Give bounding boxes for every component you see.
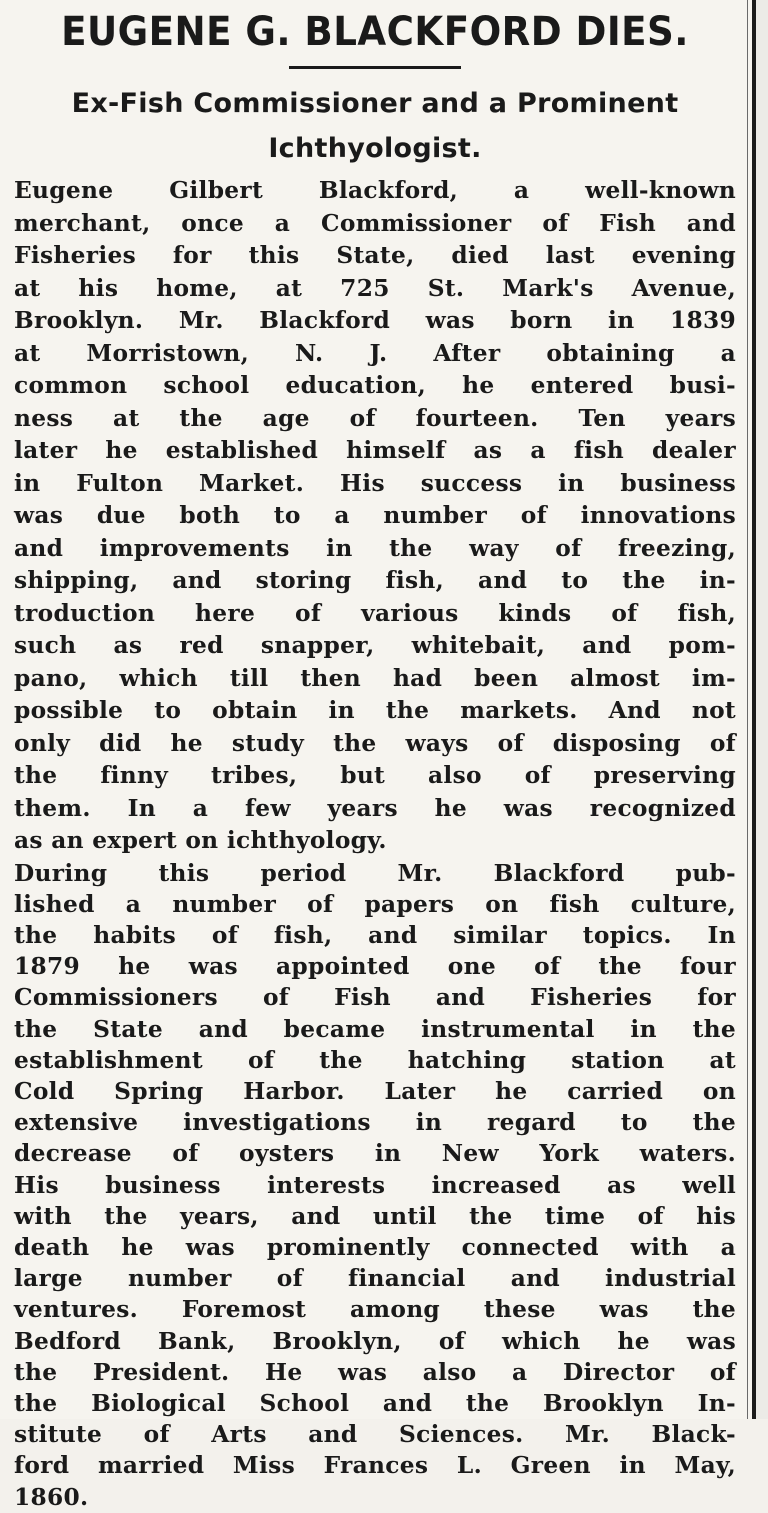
text-line: at his home, at 725 St. Mark's Avenue, [14, 274, 736, 302]
text-line: the habits of fish, and similar topics. In [14, 921, 736, 949]
text-line: the State and became instrumental in the [14, 1015, 736, 1043]
text-line: ness at the age of fourteen. Ten years [14, 404, 736, 432]
text-line: large number of financial and industrial [14, 1265, 736, 1293]
text-line: establishment of the hatching station at [14, 1046, 736, 1074]
subheadline: Ex-Fish Commissioner and a Prominent Ichthyologist. [71, 88, 679, 164]
text-line: ventures. Foremost among these was the [14, 1296, 736, 1324]
text-line: shipping, and storing fish, and to the in- [14, 567, 736, 594]
text-line: Fisheries for this State, died last evening [14, 242, 736, 269]
text-line: extensive investigations in regard to the [14, 1109, 736, 1137]
text-line: common school education, he entered busi- [14, 372, 736, 399]
text-line: the finny tribes, but also of preserving [14, 762, 736, 789]
headline: EUGENE G. BLACKFORD DIES. [61, 9, 689, 55]
text-line: decrease of oysters in New York waters. [14, 1140, 736, 1168]
text-line: only did he study the ways of disposing of [14, 729, 736, 757]
article-paragraph-1 [14, 175, 736, 858]
text-line: them. In a few years he was recognized [14, 794, 736, 822]
text-line: death he was prominently connected with a [14, 1233, 736, 1261]
text-line: pano, which till then had been almost im- [14, 664, 736, 692]
text-line: Commissioners of Fish and Fisheries for [14, 984, 736, 1012]
text-line: lished a number of papers on fish culture, [14, 890, 736, 918]
text-line: in Fulton Market. His success in business [14, 469, 736, 497]
text-line: troduction here of various kinds of fish, [14, 599, 736, 627]
column-rule [752, 0, 756, 1419]
obituary-article [14, 0, 736, 1513]
text-line: 1879 he was appointed one of the four [14, 953, 736, 981]
text-line: Bedford Bank, Brooklyn, of which he was [14, 1327, 736, 1355]
text-line: Eugene Gilbert Blackford, a well-known [14, 177, 736, 204]
article-paragraph-2 [14, 858, 736, 1513]
text-line: later he established himself as a fish dealer [14, 437, 736, 464]
text-line: at Morristown, N. J. After obtaining a [14, 339, 736, 367]
text-line: the President. He was also a Director of [14, 1358, 736, 1386]
column-rule-thin [747, 0, 748, 1419]
text-line: Brooklyn. Mr. Blackford was born in 1839 [14, 307, 736, 334]
text-line: with the years, and until the time of his [14, 1202, 736, 1230]
page-edge [756, 0, 768, 1419]
text-line: as an expert on ichthyology. [14, 827, 387, 854]
text-line: 1860. [14, 1483, 89, 1511]
text-line: such as red snapper, whitebait, and pom- [14, 632, 736, 659]
text-line: ford married Miss Frances L. Green in May, [14, 1452, 736, 1480]
text-line: His business interests increased as well [14, 1171, 736, 1199]
text-line: was due both to a number of innovations [14, 502, 736, 529]
text-line: possible to obtain in the markets. And not [14, 697, 736, 724]
headline-rule [289, 66, 461, 69]
text-line: During this period Mr. Blackford pub- [14, 859, 736, 887]
text-line: merchant, once a Commissioner of Fish and [14, 209, 736, 237]
text-line: and improvements in the way of freezing, [14, 534, 736, 562]
text-line: the Biological School and the Brooklyn In- [14, 1389, 736, 1417]
text-line: Cold Spring Harbor. Later he carried on [14, 1077, 736, 1105]
text-line: stitute of Arts and Sciences. Mr. Black- [14, 1421, 736, 1449]
